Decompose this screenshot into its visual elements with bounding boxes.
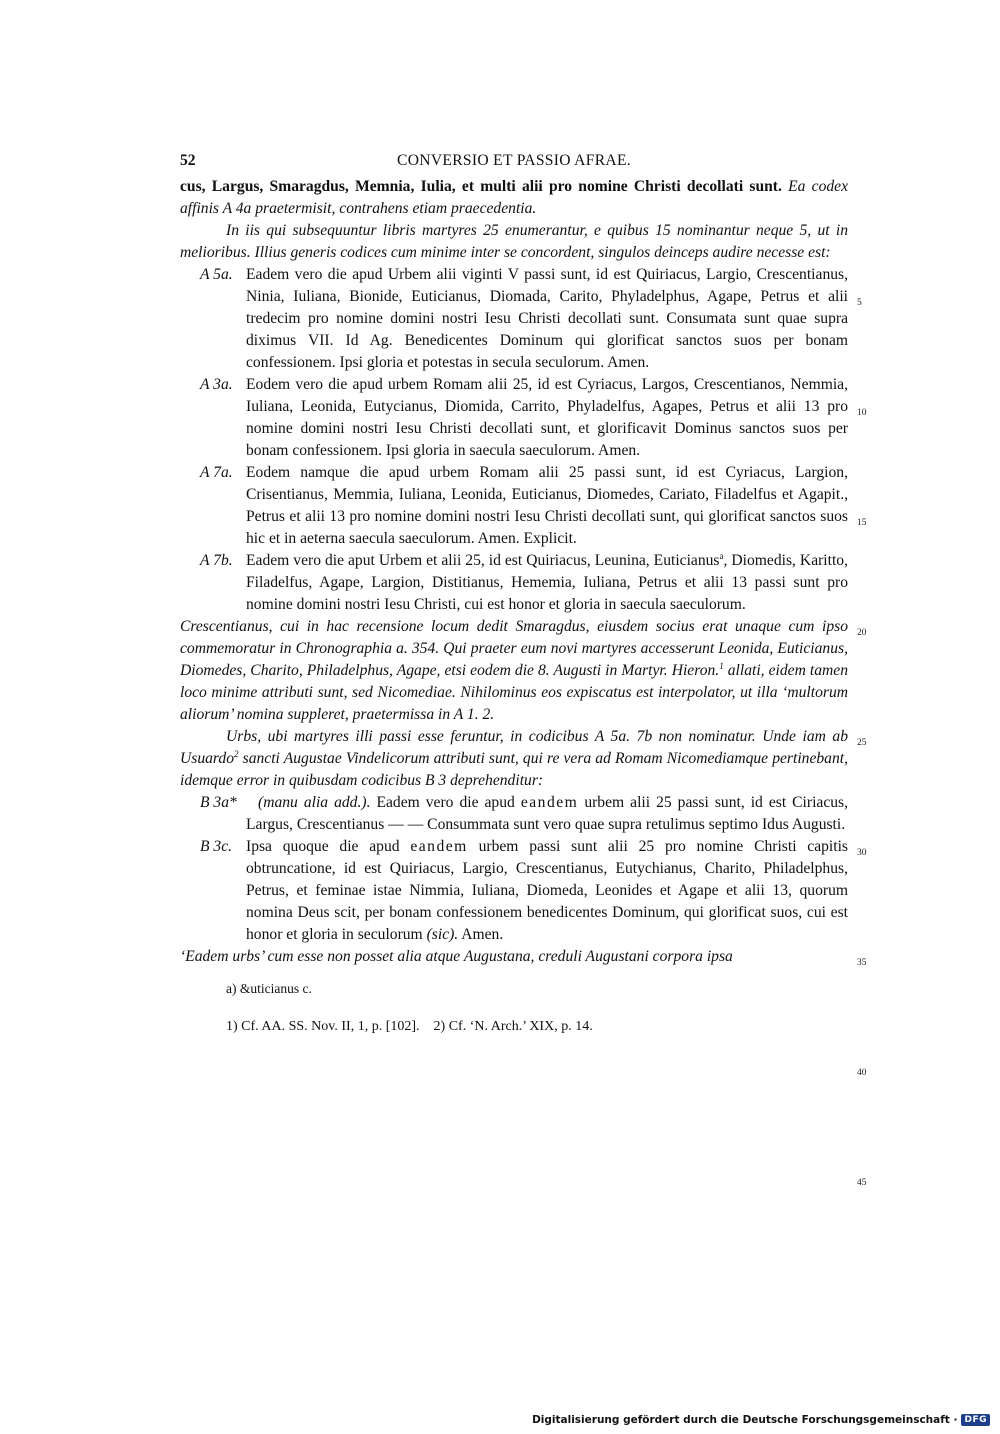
siglum: A 7b.: [200, 552, 233, 569]
footer-credit: [532, 1414, 990, 1426]
commentary: Crescentianus, cui in hac recensione locum dedit Smaragdus, eiusdem socius erat unaque cum ipso commemoratur in Chronographia a. 354. Qui praeter eum novi martyres accesserunt Leonida, Euticianus, Diomedes, Charito, Philadelphus, Agape, etsi eodem die 8. Augusti in Martyr. Hieron.$^1$ allati, eidem tamen loco minime attributi sunt, sed Nicomediae. Nihilominus eos expiscatus est interpolator, ut illa ‘multorum aliorum’ nomina suppleret, praetermissa in A 1. 2.: [180, 618, 849, 723]
line-number: 10: [857, 408, 867, 418]
recension-b3c: B 3c. Ipsa quoque die apud eandem urbem passi sunt alii 25 pro nomine Christi capitis obtruncatione, id est Quiriacus, Largio, Crescentianus, Eutychianus, Charito, Philadelphus, Petrus, et feminae istae Nimmia, Iuliana, Diomeda, Leonides et Agape et alii 13, quorum nomina Deus scit, per bonam confessionem benedicentes Dominum, qui glorificat suos, cui est honor et gloria in seculorum (sic). Amen.: [200, 838, 848, 943]
line-number: 5: [857, 298, 862, 308]
recension-a3a: A 3a. Eodem vero die apud urbem Romam alii 25, id est Cyriacus, Largos, Crescentianos, Nemmia, Iuliana, Leonida, Eutycianus, Diomida, Carrito, Phyladelfus, Agapes, Petrus et alii 13 pro nomine domini nostri Iesu Christi decollati sunt, et glorificavit Dominus sanctos suos per bonam confessionem. Ipsi gloria in saecula saeculorum. Amen.: [200, 376, 848, 459]
paragraph: cus, Largus, Smaragdus, Memnia, Iulia, et multi alii pro nomine Christi decollati sunt. Ea codex affinis A 4a praetermisit, contrahens etiam praecedentia.: [180, 178, 849, 217]
footer-text: Digitalisierung gefördert durch die Deutsche Forschungsgemeinschaft ·: [532, 1414, 958, 1426]
commentary: ‘Eadem urbs’ cum esse non posset alia atque Augustana, creduli Augustani corpora ipsa: [180, 948, 733, 965]
siglum: B 3c.: [200, 838, 233, 855]
siglum: B 3a*: [200, 794, 237, 811]
running-title: CONVERSIO ET PASSIO AFRAE.: [397, 152, 631, 169]
line-number: 35: [857, 958, 867, 968]
page-body: [180, 150, 867, 1188]
page-number: 52: [180, 152, 196, 169]
recension-b3a: B 3a* (manu alia add.). Eadem vero die apud eandem urbem alii 25 passi sunt, id est Ciriacus, Largus, Crescentianus — — Consummata sunt vero quae supra retulimus septimo Idus Augusti.: [200, 794, 849, 833]
paragraph-commentary: In iis qui subsequuntur libris martyres 25 enumerantur, e quibus 15 nominantur neque 5, ut in melioribus. Illius generis codices cum minime inter se concordent, singulos deinceps audire necesse est:: [180, 222, 848, 261]
line-number: 15: [857, 518, 867, 528]
line-number: 30: [857, 848, 867, 858]
commentary: Urbs, ubi martyres illi passi esse feruntur, in codicibus A 5a. 7b non nominatur. Unde iam ab Usuardo$^2$ sancti Augustae Vindelicorum attributi sunt, qui re vera ad Romam Nicomediamque pertinebant, idemque error in quibusdam codicibus B 3 deprehenditur:: [180, 728, 848, 789]
siglum: A 3a.: [200, 376, 233, 393]
running-head: [180, 150, 848, 172]
siglum: A 7a.: [200, 464, 233, 481]
line-number: 20: [857, 628, 867, 638]
recension-a7b: A 7b. Eadem vero die aput Urbem et alii 25, id est Quiriacus, Leunina, Euticianus$^a$, Diomedis, Karitto, Filadelfus, Agape, Largion, Distitianus, Hememia, Iuliana, Petrus et alii 13 passi sunt pro nomine domini nostri Iesu Christi, cui est honor et gloria in saecula saeculorum.: [200, 550, 848, 613]
footnote-apparatus: a) &uticianus c.: [226, 981, 312, 996]
recension-a5a: A 5a. Eadem vero die apud Urbem alii viginti V passi sunt, id est Quiriacus, Largio, Crescentianus, Ninia, Iuliana, Bionide, Euticianus, Diomada, Carito, Phyladelphus, Agape, Petrus et alii tredecim pro nomine domini nostri Iesu Christi decollati sunt. Consumata sunt quae supra diximus VII. Id Ag. Benedicentes Dominum qui glorificat sanctos suos per bonam confessionem. Ipsi gloria et potestas in secula seculorum. Amen.: [200, 266, 848, 371]
footnotes: 1) Cf. AA. SS. Nov. II, 1, p. [102]. 2) Cf. ‘N. Arch.’ XIX, p. 14.: [226, 1019, 593, 1034]
siglum: A 5a.: [200, 266, 233, 283]
recension-a7a: A 7a. Eodem namque die apud urbem Romam alii 25 passi sunt, id est Cyriacus, Largion, Crisentianus, Memmia, Iuliana, Leonida, Euticianus, Diomedes, Cariato, Filadelfus et Agapit., Petrus et alii 13 pro nomine domini nostri Iesu Christi decollati sunt, qui glorificat sanctos suos hic et in aeterna saecula saeculorum. Amen. Explicit.: [200, 464, 848, 547]
line-number: 25: [857, 738, 867, 748]
line-number: 45: [857, 1178, 867, 1188]
line-number: 40: [857, 1068, 867, 1078]
dfg-logo: DFG: [961, 1414, 990, 1426]
